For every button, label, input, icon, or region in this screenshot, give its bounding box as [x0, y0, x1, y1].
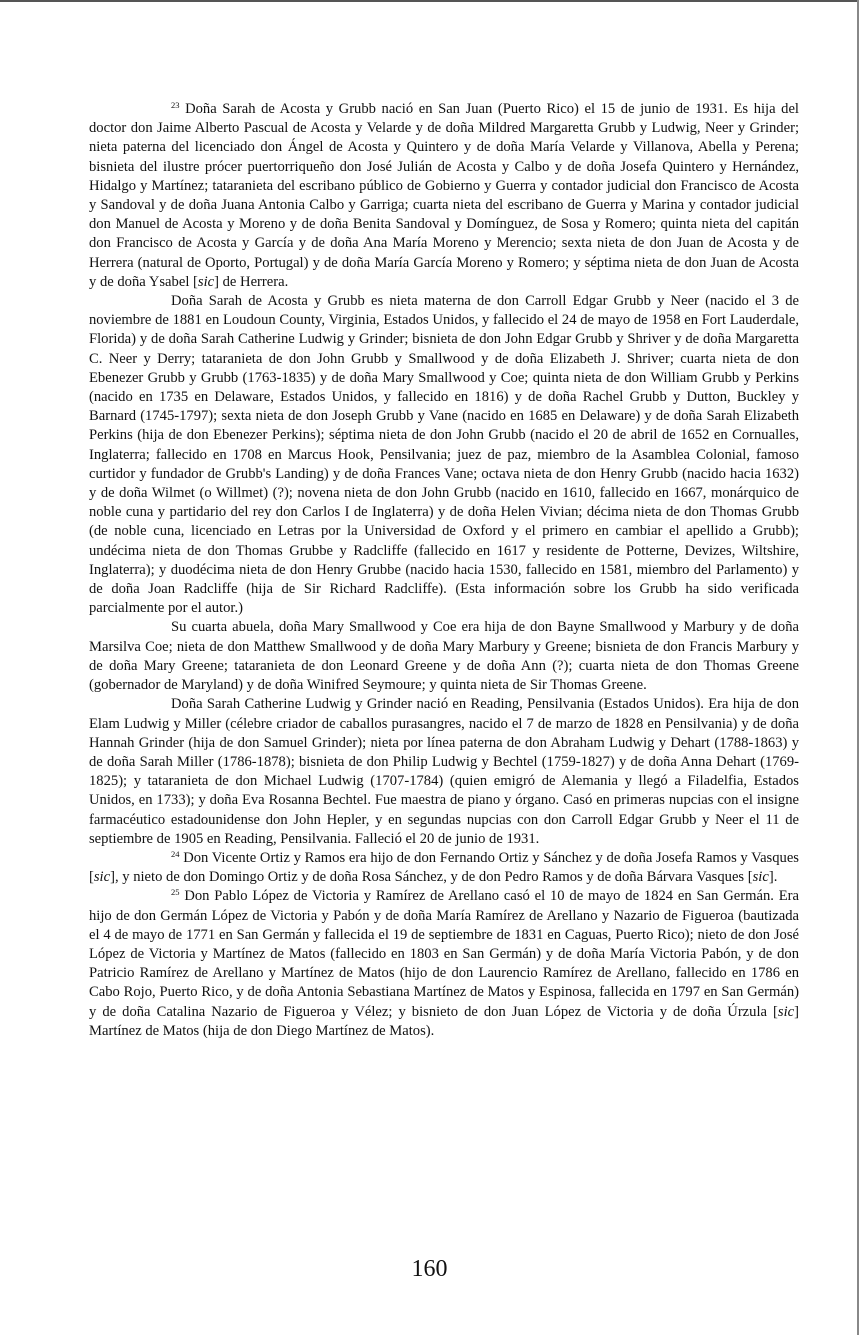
sic-annotation: sic: [752, 869, 769, 886]
footnote-marker: 24: [171, 848, 180, 859]
footnote-paragraph: [89, 100, 799, 292]
text-segment: ] Martínez de Matos (hija de don Diego Martínez de Matos).: [89, 1003, 799, 1039]
sic-annotation: sic: [197, 273, 215, 290]
text-paragraph: [89, 618, 799, 695]
footnote-marker: 23: [171, 100, 180, 110]
text-paragraph: [89, 695, 799, 849]
text-segment: Doña Sarah de Acosta y Grubb nació en San Juan (Puerto Rico) el 15 de junio de 1931. Es hija del doctor don Jaime Alberto Pascual de Acosta y Velarde y de doña Mildred Margaretta Grubb y Ludwig, Neer y Grinder; nieta paterna del licenciado don Ángel de Acosta y Quintero y de doña María Velarde y Villanova, Abella y Perena; bisnieta del ilustre prócer puertorriqueño don José Julián de Acosta y Calbo y de doña Josefa Quintero y Hernández, Hidalgo y Martínez; tataranieta del escribano público de Gobierno y Guerra y contador judicial don Francisco de Acosta y Sandoval y de doña Juana Antonia Calbo y Garriga; cuarta nieta del escribano de Guerra y Marina y contador judicial don Manuel de Acosta y Moreno y de doña Benita Sandoval y Domínguez, de Sosa y Romero; quinta nieta del capitán don Francisco de Acosta y García y de doña Ana María Moreno y Merencio; sexta nieta de don Juan de Acosta y de Herrera (natural de Oporto, Portugal) y de doña María García Moreno y Romero; y séptima nieta de don Juan de Acosta y de doña Ysabel [: [89, 101, 799, 290]
text-segment: ] de Herrera.: [214, 273, 289, 290]
text-segment: ], y nieto de don Domingo Ortiz y de doña Rosa Sánchez, y de don Pedro Ramos y de doña Bárvara Vasques [: [110, 869, 753, 886]
text-segment: Doña Sarah Catherine Ludwig y Grinder nació en Reading, Pensilvania (Estados Unidos). Era hija de don Elam Ludwig y Miller (célebre criador de caballos purasangres, nacido el 7 de marzo de 1828 en Pensilvania) y de doña Hannah Grinder (hija de don Samuel Grinder); nieta por línea paterna de don Abraham Ludwig y Dehart (1788-1863) y de doña Sarah Miller (1786-1878); bisnieta de don Philip Ludwig y Bechtel (1759-1827) y de doña Anna Dehart (1769-1825); y tataranieta de don Michael Ludwig (1707-1784) (quien emigró de Alemania y llegó a Filadelfia, Estados Unidos, en 1733); y doña Eva Rosanna Bechtel. Fue maestra de piano y órgano. Casó en primeras nupcias con el insigne farmacéutico estadounidense don John Hepler, y en segundas nupcias con don Carroll Edgar Grubb y Neer el 11 de septiembre de 1905 en Reading, Pensilvania. Falleció el 20 de junio de 1931.: [89, 696, 799, 847]
sic-annotation: sic: [93, 869, 111, 886]
sic-annotation: sic: [777, 1003, 795, 1020]
text-segment: Su cuarta abuela, doña Mary Smallwood y Coe era hija de don Bayne Smallwood y Marbury y de doña Marsilva Coe; nieta de don Matthew Smallwood y de doña Mary Marbury y Greene; bisnieta de don Francis Marbury y de doña Mary Greene; tataranieta de don Leonard Greene y de doña Ann (?); cuarta nieta de don Thomas Greene (gobernador de Maryland) y de doña Winifred Seymoure; y quinta nieta de Sir Thomas Greene.: [89, 619, 799, 694]
text-segment: Don Vicente Ortiz y Ramos era hijo de don Fernando Ortiz y Sánchez y de doña Josefa Ramos y Vasques [: [89, 849, 799, 886]
footnote-text-block: [89, 100, 799, 1041]
text-paragraph: [89, 292, 799, 618]
footnote-paragraph: [89, 849, 799, 887]
text-segment: Don Pablo López de Victoria y Ramírez de Arellano casó el 10 de mayo de 1824 en San Germán. Era hijo de don Germán López de Victoria y Pabón y de doña María Ramírez de Arellano y Nazario de Figueroa (bautizada el 4 de mayo de 1771 en San Germán y fallecida el 19 de septiembre de 1831 en Caguas, Puerto Rico); nieto de don José López de Victoria y Martínez de Matos (fallecido en 1803 en San Germán) y de doña María Victoria Pabón, y de don Patricio Ramírez de Arellano y Martínez de Matos (hijo de don Laurencio Ramírez de Arellano, fallecido en 1786 en Cabo Rojo, Puerto Rico, y de doña Antonia Sebastiana Martínez de Matos y Espinosa, fallecida en 1797 en San Germán) y de doña Catalina Nazario de Figueroa y Vélez; y bisnieto de don Juan López de Victoria y de doña Úrzula [: [89, 888, 799, 1020]
footnote-marker: 25: [171, 887, 180, 898]
text-segment: Doña Sarah de Acosta y Grubb es nieta materna de don Carroll Edgar Grubb y Neer (nacido el 3 de noviembre de 1881 en Loudoun County, Virginia, Estados Unidos, y fallecido el 24 de mayo de 1958 en Fort Lauderdale, Florida) y de doña Sarah Catherine Ludwig y Grinder; bisnieta de don John Edgar Grubb y Shriver y de doña Margaretta C. Neer y Derry; tataranieta de don John Grubb y Smallwood y de doña Elizabeth J. Shriver; cuarta nieta de don Ebenezer Grubb y Grubb (1763-1835) y de doña Mary Smallwood y Coe; quinta nieta de don William Grubb y Perkins (nacido en 1735 en Delaware, Estados Unidos, y fallecido en 1816) y de doña Rachel Grubb y Dutton, Buckley y Barnard (1745-1797); sexta nieta de don Joseph Grubb y Vane (nacido en 1685 en Delaware) y de doña Sarah Elizabeth Perkins (hija de don Ebenezer Perkins); séptima nieta de don John Grubb (nacido el 20 de abril de 1652 en Cornualles, Inglaterra; fallecido en 1708 en Marcus Hook, Pensilvania; juez de paz, miembro de la Asamblea Colonial, famoso curtidor y fundador de Grubb's Landing) y de doña Frances Vane; octava nieta de don Henry Grubb (nacido hacia 1632) y de doña Wilmet (o Willmet) (?); novena nieta de don John Grubb (nacido en 1610, fallecido en 1667, monárquico de noble cuna y partidario del rey don Carlos I de Inglaterra) y de doña Helen Vivian; décima nieta de don Thomas Grubb (de noble cuna, licenciado en Letras por la Universidad de Oxford y el primero en cambiar el apellido a Grubb); undécima nieta de don Thomas Grubbe y Radcliffe (fallecido en 1617 y residente de Potterne, Devizes, Wiltshire, Inglaterra); y duodécima nieta de don Henry Grubbe (nacido hacia 1530, fallecido en 1581, miembro del Parlamento) y de doña Joan Radcliffe (hija de Sir Richard Radcliffe). (Esta información sobre los Grubb ha sido verificada parcialmente por el autor.): [89, 293, 799, 617]
text-segment: ].: [768, 869, 778, 886]
page-number: 160: [411, 1256, 448, 1282]
top-border-line: [0, 0, 859, 2]
footnote-paragraph: [89, 887, 799, 1041]
